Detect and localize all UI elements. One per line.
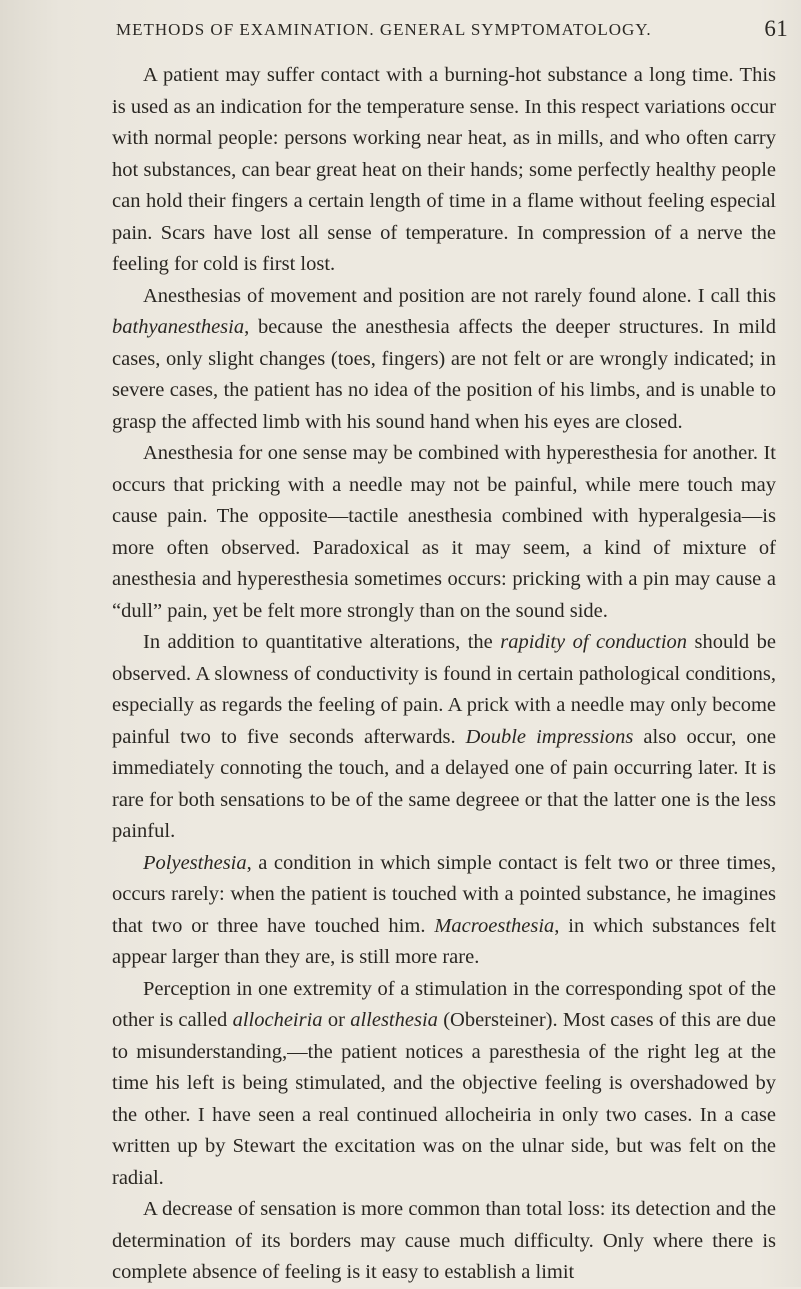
text-run: A patient may suffer contact with a burning-hot substance a long time. This is used as an indication for the temperature sense. In this respect variations occur with normal people: persons working near heat, as in mills, and who often carry hot substances, can bear great heat on their hands; some perfectly healthy people can hold their fingers a certain length of time in a flame without feeling especial pain. Scars have lost all sense of temperature. In compression of a nerve the feeling for cold is first lost. xyxy=(112,64,776,275)
paragraph xyxy=(112,627,776,848)
text-run: (Obersteiner). Most cases of this are due to misunderstanding,—the patient notices a paresthesia of the right leg at the time his left is being stimulated, and the objective feeling is overshadowed by the other. I have seen a real continued allocheiria in only two cases. In a case written up by Stewart the excitation was on the ulnar side, but was felt on the radial. xyxy=(112,1009,777,1189)
text-run: , because the anesthesia affects the deeper structures. In mild cases, only slight changes (toes, fingers) are not felt or are wrongly indicated; in severe cases, the patient has no idea of the position of his limbs, and is unable to grasp the affected limb with his sound hand when his eyes are closed. xyxy=(112,316,776,433)
paragraph xyxy=(112,848,776,974)
italic-term: Macroesthesia xyxy=(434,914,555,937)
italic-term: Polyesthesia xyxy=(143,851,247,874)
text-run: In addition to quantitative alterations, the xyxy=(143,631,501,653)
text-run: Anesthesias of movement and position are not rarely found alone. I call this xyxy=(143,284,776,307)
italic-term: Double impressions xyxy=(465,725,634,748)
page-number: 61 xyxy=(764,16,788,41)
paragraph xyxy=(112,974,776,1195)
text-run: , a condition in which simple contact is felt two or three times, occurs rarely: when the patient is touched with a pointed substance, he imagines that two or three have touched him. xyxy=(112,851,776,937)
text-run: or xyxy=(322,1009,351,1031)
text-run: A decrease of sensation is more common than total loss: its detection and the determination of its borders may cause much difficulty. Only where there is complete absence of feeling is it easy to establish a limit xyxy=(112,1198,776,1283)
paragraph xyxy=(112,1194,776,1289)
body-text xyxy=(112,60,776,1289)
paragraph xyxy=(112,281,776,439)
italic-term: allocheiria xyxy=(232,1009,323,1031)
text-run: should be observed. A slowness of conductivity is found in certain pathological conditions, especially as regards the feeling of pain. A prick with a needle may only become painful two to five seconds afterwards. xyxy=(112,631,776,748)
italic-term: bathyanesthesia xyxy=(112,316,245,338)
text-run: , in which substances felt appear larger than they are, is still more rare. xyxy=(112,914,776,968)
italic-term: rapidity of conduction xyxy=(500,631,688,653)
running-header xyxy=(116,16,800,46)
paragraph xyxy=(112,438,776,627)
text-run: Anesthesia for one sense may be combined with hyperesthesia for another. It occurs that pricking with a needle may not be painful, while mere touch may cause pain. The opposite—tactile anesthesia combined with hyperalgesia—is more often observed. Paradoxical as it may seem, a kind of mixture of anesthesia and hyperesthesia sometimes occurs: pricking with a pin may cause a “dull” pain, yet be felt more strongly than on the sound side. xyxy=(112,442,776,622)
text-run: Perception in one extremity of a stimulation in the corresponding spot of the other is called xyxy=(112,977,776,1031)
text-run: also occur, one immediately connoting the touch, and a delayed one of pain occurring later. It is rare for both sensations to be of the same degreee or that the latter one is the less painful. xyxy=(112,725,777,842)
italic-term: allesthesia xyxy=(350,1009,438,1031)
paragraph xyxy=(112,60,776,281)
running-title: METHODS OF EXAMINATION. GENERAL SYMPTOMATOLOGY. xyxy=(116,20,652,39)
